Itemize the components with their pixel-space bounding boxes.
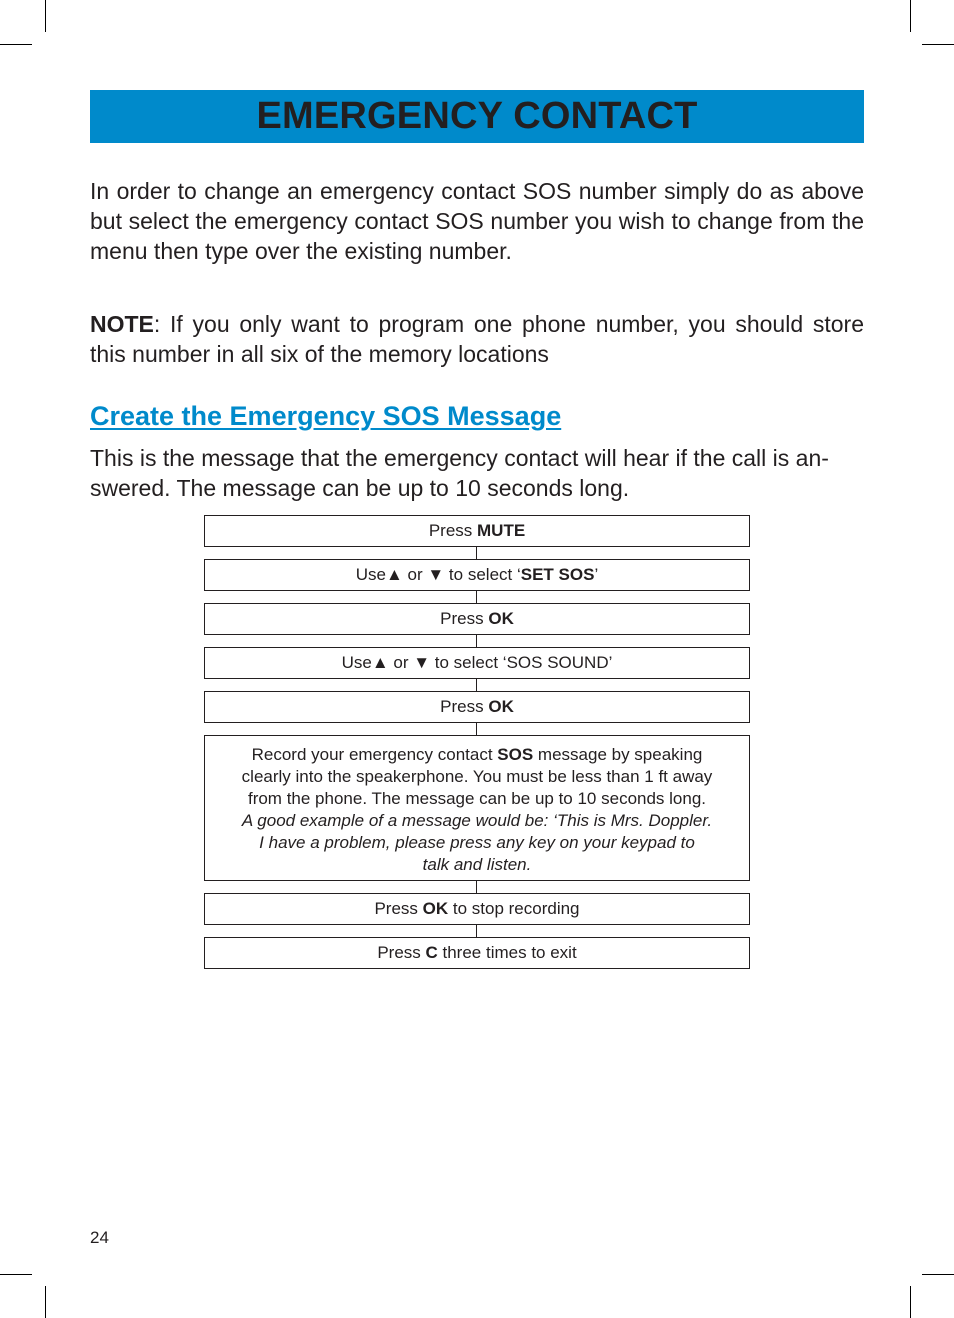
crop-mark bbox=[910, 0, 911, 32]
flow-connector bbox=[204, 881, 750, 893]
crop-mark bbox=[922, 1274, 954, 1275]
step-stop-recording: Press OK to stop recording bbox=[204, 893, 750, 925]
crop-mark bbox=[45, 0, 46, 32]
section-heading: Create the Emergency SOS Message bbox=[90, 401, 562, 431]
page-number: 24 bbox=[90, 1228, 109, 1247]
header-bar bbox=[90, 90, 864, 143]
note-paragraph bbox=[90, 309, 864, 369]
section-paragraph: This is the message that the emergency contact will hear if the call is an-swered. The message can be up to 10 seconds long. bbox=[90, 445, 829, 501]
flow-connector bbox=[204, 679, 750, 691]
crop-mark bbox=[0, 1274, 32, 1275]
flow-connector bbox=[204, 635, 750, 647]
step-exit: Press C three times to exit bbox=[204, 937, 750, 969]
step-press-ok: Press OK bbox=[204, 691, 750, 723]
crop-mark bbox=[0, 44, 32, 45]
note-text: : If you only want to program one phone number, you should store this number in all six of the memory locations bbox=[90, 311, 864, 367]
step-press-ok: Press OK bbox=[204, 603, 750, 635]
flow-connector bbox=[204, 591, 750, 603]
step-select-sos-sound: Use▲ or ▼ to select ‘SOS SOUND’ bbox=[204, 647, 750, 679]
step-select-set-sos: Use▲ or ▼ to select ‘SET SOS’ bbox=[204, 559, 750, 591]
step-record-message: Record your emergency contact SOS message by speaking clearly into the speakerphone. You must be less than 1 ft away from the phone. The message can be up to 10 seconds long. A good example of a message would be: ‘This is Mrs. Doppler. I have a problem, please press any key on your keypad to talk and listen. bbox=[204, 735, 750, 881]
flow-connector bbox=[204, 723, 750, 735]
note-label: NOTE bbox=[90, 311, 154, 337]
step-press-mute: Press MUTE bbox=[204, 515, 750, 547]
crop-mark bbox=[45, 1286, 46, 1318]
crop-mark bbox=[910, 1286, 911, 1318]
flow-connector bbox=[204, 547, 750, 559]
flow-connector bbox=[204, 925, 750, 937]
page-title: EMERGENCY CONTACT bbox=[256, 95, 698, 137]
intro-paragraph: In order to change an emergency contact SOS number simply do as above but select the emergency contact SOS number you wish to change from the menu then type over the existing number. bbox=[90, 178, 864, 264]
crop-mark bbox=[922, 44, 954, 45]
steps-flowchart bbox=[204, 515, 750, 969]
